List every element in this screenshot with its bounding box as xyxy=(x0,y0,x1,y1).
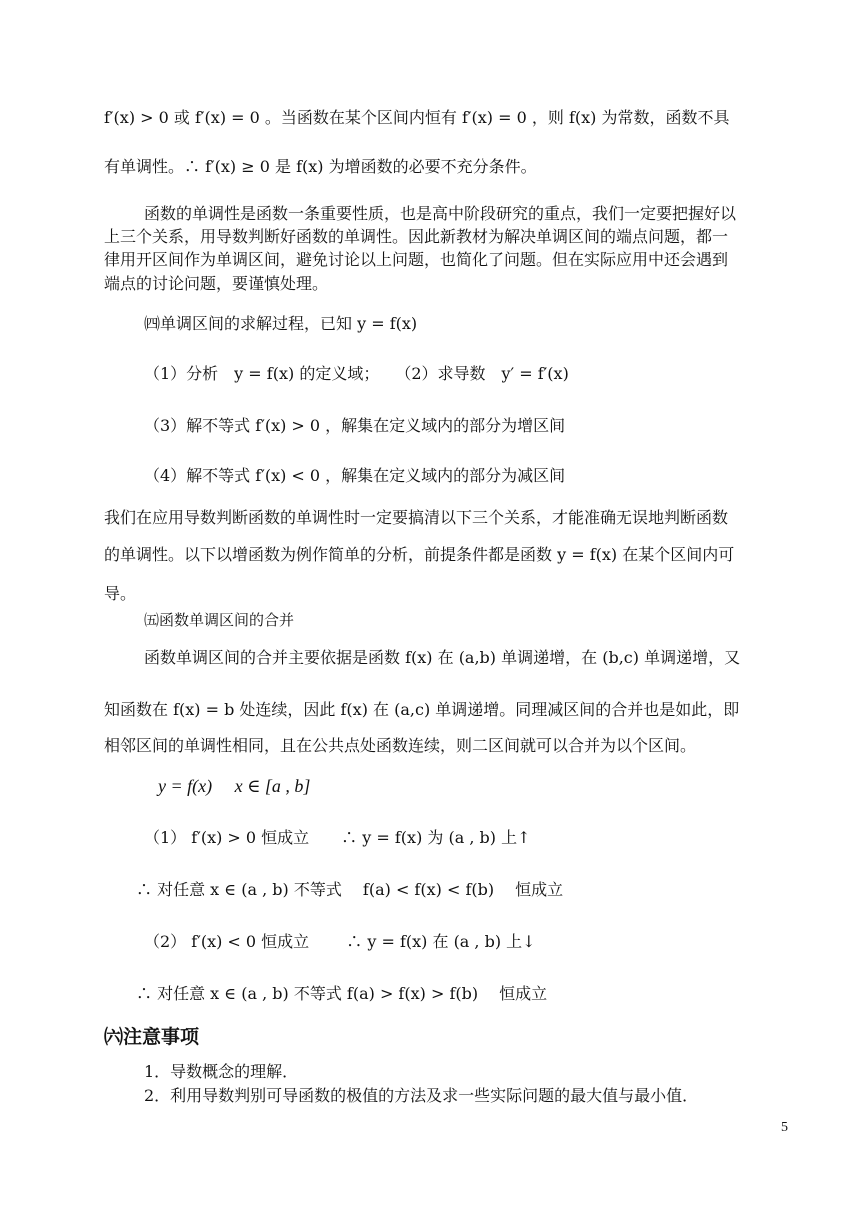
list-item: 2．利用导数判别可导函数的极值的方法及求一些实际问题的最大值与最小值． xyxy=(144,1086,699,1105)
formula-line: （1） f′(x) > 0 恒成立 ∴ y = f(x) 为 (a , b) 上↑ xyxy=(144,828,531,847)
paragraph-line: 函数的单调性是函数一条重要性质，也是高中阶段研究的重点，我们一定要把握好以 xyxy=(144,204,737,223)
paragraph-line: 端点的讨论问题，要谨慎处理。 xyxy=(104,274,329,293)
section-heading: ㈤函数单调区间的合并 xyxy=(144,611,295,629)
section-heading: ㈣单调区间的求解过程，已知 y = f(x) xyxy=(144,314,418,333)
paragraph-line: 相邻区间的单调性相同，且在公共点处函数连续，则二区间就可以合并为以个区间。 xyxy=(104,736,697,755)
paragraph-line: 导。 xyxy=(104,584,137,603)
formula-line: ∴ 对任意 x ∈ (a , b) 不等式 f(a) > f(x) > f(b) 恒成立 xyxy=(136,984,548,1003)
section-heading-bold: ㈥注意事项 xyxy=(104,1026,200,1048)
list-item: 1．导数概念的理解． xyxy=(144,1062,299,1081)
step-line: （1）分析 y = f(x) 的定义域； （2）求导数 y′ = f′(x) xyxy=(144,364,569,383)
paragraph-line: 的单调性。以下以增函数为例作简单的分析，前提条件都是函数 y = f(x) 在某个区间内可 xyxy=(104,545,735,564)
formula-line: y = f(x) x ∈ [a , b] xyxy=(158,776,311,796)
text-line: 有单调性。∴ f′(x) ≥ 0 是 f(x) 为增函数的必要不充分条件。 xyxy=(104,157,537,176)
page-number: 5 xyxy=(781,1120,788,1135)
step-line: （4）解不等式 f′(x) < 0 ，解集在定义域内的部分为减区间 xyxy=(144,466,566,485)
paragraph-line: 我们在应用导数判断函数的单调性时一定要搞清以下三个关系，才能准确无误地判断函数 xyxy=(104,508,729,527)
text-line: f′(x) > 0 或 f′(x) = 0 。当函数在某个区间内恒有 f′(x) = 0 ，则 f(x) 为常数，函数不具 xyxy=(104,108,730,127)
formula-line: （2） f′(x) < 0 恒成立 ∴ y = f(x) 在 (a , b) 上↓ xyxy=(144,932,536,951)
paragraph-line: 上三个关系，用导数判断好函数的单调性。因此新教材为解决单调区间的端点问题，都一 xyxy=(104,227,729,246)
paragraph-line: 律用开区间作为单调区间，避免讨论以上问题，也简化了问题。但在实际应用中还会遇到 xyxy=(104,250,729,269)
formula-line: ∴ 对任意 x ∈ (a , b) 不等式 f(a) < f(x) < f(b) 恒成立 xyxy=(136,880,564,899)
paragraph-line: 知函数在 f(x) = b 处连续，因此 f(x) 在 (a,c) 单调递增。同理减区间的合并也是如此，即 xyxy=(104,700,740,719)
paragraph-line: 函数单调区间的合并主要依据是函数 f(x) 在 (a,b) 单调递增，在 (b,c) 单调递增，又 xyxy=(144,648,741,667)
step-line: （3）解不等式 f′(x) > 0 ，解集在定义域内的部分为增区间 xyxy=(144,416,566,435)
